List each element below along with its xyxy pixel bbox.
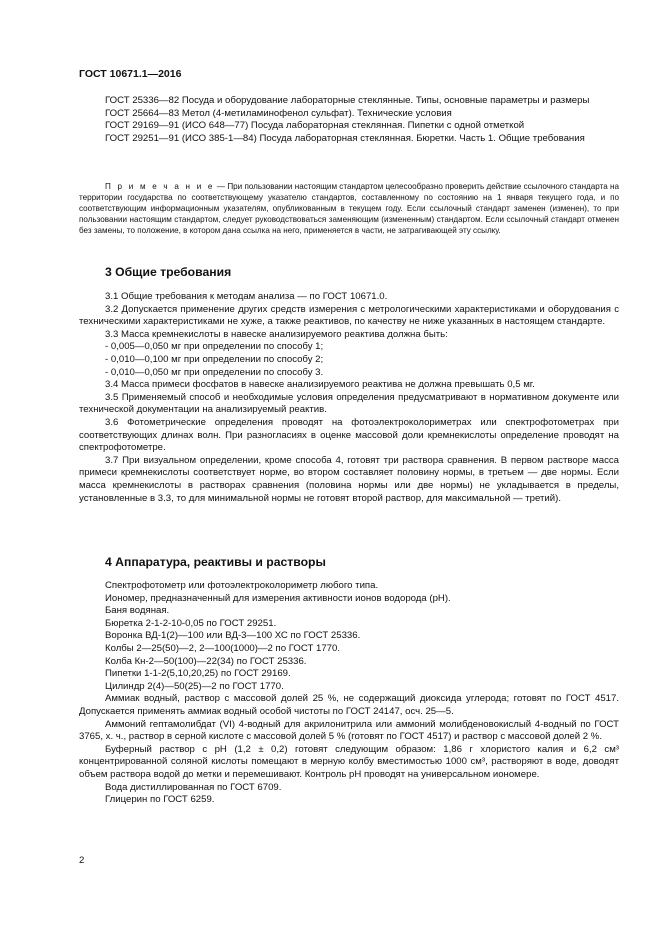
section-4-heading: 4 Аппаратура, реактивы и растворы [105, 555, 326, 569]
paragraph-ammonia: Аммиак водный, раствор с массовой долей 25 %, не содержащий диоксида углерода; готовят по ГОСТ 4517. Допускается применять аммиак водный особой чистоты по ГОСТ 24147, осч. 25—5. [79, 693, 619, 717]
paragraph-water: Вода дистиллированная по ГОСТ 6709. [105, 781, 282, 793]
section-3-heading: 3 Общие требования [105, 265, 232, 279]
paragraph-glycerin: Глицерин по ГОСТ 6259. [105, 794, 215, 806]
list-item: - 0,010—0,050 мг при определении по способу 3. [105, 366, 324, 378]
list-item: - 0,005—0,050 мг при определении по способу 1; [105, 341, 324, 353]
list-item: Колбы 2—25(50)—2, 2—100(1000)—2 по ГОСТ 1770. [105, 642, 341, 654]
note-block [79, 181, 619, 236]
note-text: — При пользовании настоящим стандартом целесообразно проверить действие ссылочного стандарта на территории государства по соответствующему указателю стандартов, составленному по состоянию на 1 января текущего года, и по соответствующим информационным указателям, опубликованным в текущем году. Если ссылочный стандарт заменен (изменен), то при пользовании настоящим стандартом, следует руководствоваться заменяющим (измененным) стандартом. Если ссылочный стандарт отменен без замены, то положение, в котором дана ссылка на него, применяется в части, не затрагивающей эту ссылку. [79, 182, 619, 235]
section-3-body [79, 291, 619, 505]
document-header: ГОСТ 10671.1—2016 [79, 68, 182, 80]
list-item: Колба Кн-2—50(100)—22(34) по ГОСТ 25336. [105, 655, 307, 667]
list-item: Воронка ВД-1(2)—100 или ВД-3—100 ХС по ГОСТ 25336. [105, 630, 361, 642]
paragraph-3-7: 3.7 При визуальном определении, кроме способа 4, готовят три раствора сравнения. В первом растворе масса примеси кремнекислоты соответствует норме, во втором составляет половину нормы, в третьем — две нормы. Если масса кремнекислоты в растворах сравнения (половина нормы или две нормы) не укладывается в пределы, установленные в 3.3, то для минимальной нормы не готовят второй раствор, для максимальной — третий). [79, 454, 619, 504]
reference-item: ГОСТ 29251—91 (ИСО 385-1—84) Посуда лабораторная стеклянная. Бюретки. Часть 1. Общие требования [105, 132, 585, 144]
paragraph-3-2: 3.2 Допускается применение других средств измерения с метрологическими характеристиками и оборудования с техническими характеристиками не хуже, а также реактивов, по качеству не ниже указанных в настоящем стандарте. [79, 303, 619, 328]
note-label: П р и м е ч а н и е [105, 182, 215, 191]
section-4-body [79, 580, 619, 807]
list-item: Цилиндр 2(4)—50(25)—2 по ГОСТ 1770. [105, 680, 284, 692]
list-item: - 0,010—0,100 мг при определении по способу 2; [105, 353, 324, 365]
paragraph-3-4: 3.4 Масса примеси фосфатов в навеске анализируемого реактива не должна превышать 0,5 мг. [105, 379, 535, 391]
list-item: Иономер, предназначенный для измерения активности ионов водорода (pH). [105, 592, 451, 604]
paragraph-3-5: 3.5 Применяемый способ и необходимые условия определения предусматривают в нормативном документе или технической документации на анализируемый реактив. [79, 391, 619, 416]
reference-item: ГОСТ 25336—82 Посуда и оборудование лабораторные стеклянные. Типы, основные параметры и размеры [105, 95, 590, 106]
reference-item: ГОСТ 25664—83 Метол (4-метиламинофенол сульфат). Технические условия [105, 107, 452, 119]
page-number: 2 [79, 855, 85, 866]
paragraph-3-6: 3.6 Фотометрические определения проводят на фотоэлектроколориметрах или спектрофотометрах при соответствующих длинах волн. При разногласиях в оценке массовой доли кремнекислоты определение проводят на спектрофотометре. [79, 416, 619, 454]
paragraph-3-3: 3.3 Масса кремнекислоты в навеске анализируемого реактива должна быть: [105, 328, 448, 340]
paragraph-buffer: Буферный раствор с pH (1,2 ± 0,2) готовят следующим образом: 1,86 г хлористого калия и 6,2 см³ концентрированной соляной кислоты помещают в мерную колбу вместимостью 1000 см³, растворяют в воде, доводят объем раствора водой до метки и перемешивают. Контроль pH проводят на универсальном иономере. [79, 743, 619, 780]
paragraph-molybdate: Аммоний гептамолибдат (VI) 4-водный для акрилонитрила или аммоний молибденовокислый 4-водный по ГОСТ 3765, х. ч., раствор в серной кислоте с массовой долей 5 % (готовят по ГОСТ 4517) и раствор с массовой долей 2 %. [79, 718, 619, 743]
list-item: Пипетки 1-1-2(5,10,20,25) по ГОСТ 29169. [105, 668, 291, 680]
reference-item: ГОСТ 29169—91 (ИСО 648—77) Посуда лабораторная стеклянная. Пипетки с одной отметкой [105, 120, 525, 132]
references-block [79, 95, 619, 145]
list-item: Спектрофотометр или фотоэлектроколориметр любого типа. [105, 580, 379, 591]
paragraph-3-1: 3.1 Общие требования к методам анализа — по ГОСТ 10671.0. [105, 291, 388, 302]
list-item: Баня водяная. [105, 605, 170, 617]
list-item: Бюретка 2-1-2-10-0,05 по ГОСТ 29251. [105, 617, 277, 629]
